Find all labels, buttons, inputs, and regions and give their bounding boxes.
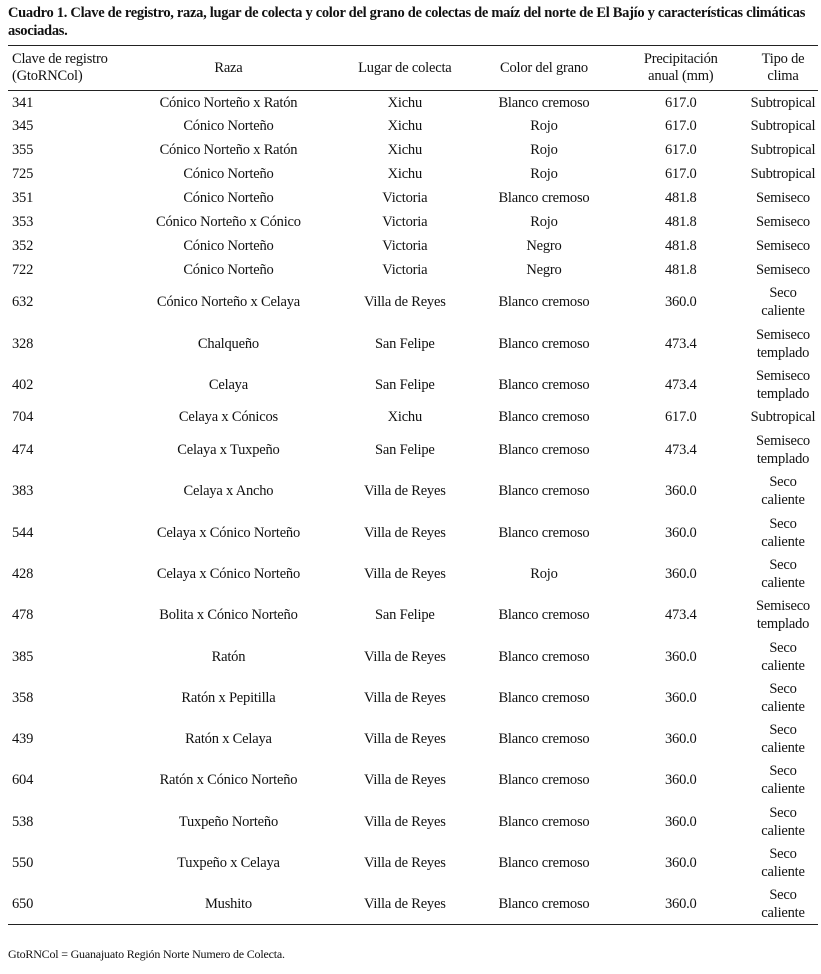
cell-precipitacion: 481.8 [664,213,697,230]
cell-clave: 351 [12,190,34,206]
cell-color: Rojo [530,142,558,159]
cell-precipitacion: 617.0 [664,166,697,183]
cell-precipitacion: 481.8 [664,190,697,206]
cell-clave: 383 [12,483,34,500]
cell-raza: Celaya x Cónico Norteño [156,524,301,541]
cell-color: Blanco cremoso [498,483,590,500]
cell-color: Negro [526,237,562,254]
cell-lugar: Villa de Reyes [363,483,446,500]
cell-color: Blanco cremoso [498,335,590,352]
cell-precipitacion: 473.4 [664,607,697,624]
cell-lugar: Villa de Reyes [363,648,446,665]
cell-clave: 352 [12,237,34,254]
cell-clima: Seco caliente [761,556,805,591]
cell-color: Blanco cremoso [498,409,590,426]
cell-color: Blanco cremoso [498,896,590,913]
cell-color: Blanco cremoso [498,855,590,872]
cell-lugar: Villa de Reyes [363,731,446,748]
cell-precipitacion: 617.0 [664,142,697,159]
cell-color: Negro [526,261,562,278]
cell-raza: Ratón [211,648,246,665]
cell-lugar: Victoria [382,261,428,278]
cell-precipitacion: 360.0 [664,855,697,872]
table-row [8,636,818,677]
table-row [8,471,818,512]
cell-precipitacion: 481.8 [664,237,697,254]
cell-raza: Cónico Norteño [183,190,274,206]
header-line: Clave de registro [12,51,108,67]
cell-raza: Celaya x Ancho [183,483,274,500]
cell-lugar: Villa de Reyes [363,855,446,872]
cell-color: Blanco cremoso [498,294,590,311]
cell-clima: Semiseco templado [756,367,810,402]
cell-clave: 355 [12,142,34,159]
cell-lugar: San Felipe [375,376,435,393]
table-row [8,282,818,323]
header-color [474,46,613,91]
table-row [8,186,818,210]
cell-clima: Subtropical [750,166,816,183]
cell-raza: Cónico Norteño x Celaya [156,294,301,311]
table-row [8,406,818,430]
cell-clima: Semiseco templado [756,433,810,468]
header-line: Tipo de [761,51,805,67]
header-precipitacion [614,46,748,91]
table-row [8,210,818,234]
cell-raza: Bolita x Cónico Norteño [159,607,298,624]
cell-precipitacion: 360.0 [664,896,697,913]
cell-lugar: Victoria [382,213,428,230]
cell-clave: 385 [12,648,34,665]
cell-raza: Chalqueño [197,335,259,352]
cell-raza: Cónico Norteño [183,237,274,254]
cell-clima: Seco caliente [761,887,805,922]
cell-clave: 328 [12,335,34,352]
cell-clave: 538 [12,813,34,830]
cell-lugar: Victoria [382,237,428,254]
cell-raza: Tuxpeño Norteño [178,813,279,830]
cell-precipitacion: 360.0 [664,565,697,582]
cell-clave: 604 [12,772,34,789]
table-row [8,677,818,718]
table-row [8,595,818,636]
header-row [8,46,818,91]
table-row [8,91,818,115]
cell-clave: 353 [12,213,34,230]
cell-raza: Cónico Norteño x Ratón [159,94,298,111]
cell-precipitacion: 473.4 [664,442,697,459]
table-row [8,323,818,364]
cell-precipitacion: 360.0 [664,648,697,665]
cell-raza: Ratón x Celaya [185,731,272,748]
cell-lugar: Xichu [387,409,423,426]
cell-precipitacion: 360.0 [664,483,697,500]
cell-color: Blanco cremoso [498,648,590,665]
cell-lugar: Villa de Reyes [363,689,446,706]
cell-precipitacion: 360.0 [664,689,697,706]
table-row [8,114,818,138]
cell-clima: Semiseco templado [756,326,810,361]
cell-clima: Subtropical [750,94,816,111]
table-row [8,234,818,258]
cell-clave: 439 [12,731,34,748]
cell-color: Blanco cremoso [498,689,590,706]
table-caption: Cuadro 1. Clave de registro, raza, lugar de colecta y color del grano de colectas de maíz del norte de El Bajío y características climáticas asociadas. [8,5,806,39]
cell-clima: Subtropical [750,118,816,135]
cell-precipitacion: 360.0 [664,772,697,789]
cell-lugar: Villa de Reyes [363,896,446,913]
cell-color: Blanco cremoso [498,442,590,459]
table-row [8,512,818,553]
table-row [8,718,818,759]
cell-raza: Cónico Norteño [183,261,274,278]
cell-clima: Seco caliente [761,846,805,881]
cell-clave: 341 [12,94,34,111]
cell-lugar: Villa de Reyes [363,813,446,830]
table-row [8,138,818,162]
cell-precipitacion: 360.0 [664,524,697,541]
header-line: Raza [214,59,243,76]
cell-clave: 725 [12,166,34,183]
cell-clima: Subtropical [750,409,816,426]
cell-clave: 428 [12,565,34,582]
cell-precipitacion: 481.8 [664,261,697,278]
cell-color: Blanco cremoso [498,772,590,789]
cell-raza: Ratón x Pepitilla [181,689,276,706]
cell-precipitacion: 617.0 [664,94,697,111]
cell-clima: Semiseco [756,213,810,230]
cell-clave: 474 [12,442,34,459]
cell-color: Rojo [530,565,558,582]
cell-precipitacion: 360.0 [664,731,697,748]
header-lugar [335,46,474,91]
cell-color: Rojo [530,213,558,230]
cell-clave: 358 [12,689,34,706]
cell-clima: Semiseco templado [756,598,810,633]
cell-clima: Seco caliente [761,763,805,798]
cell-clave: 704 [12,409,34,426]
cell-raza: Cónico Norteño x Ratón [159,142,298,159]
table-row [8,760,818,801]
header-line: anual (mm) [648,68,714,84]
table-row [8,842,818,883]
cell-clima: Seco caliente [761,474,805,509]
cell-color: Blanco cremoso [498,94,590,111]
cell-color: Blanco cremoso [498,731,590,748]
cell-clima: Seco caliente [761,680,805,715]
cell-raza: Cónico Norteño [183,118,274,135]
cell-color: Blanco cremoso [498,607,590,624]
header-line: Color del grano [499,59,588,76]
cell-lugar: Xichu [387,142,423,159]
cell-clave: 544 [12,524,34,541]
cell-lugar: Xichu [387,94,423,111]
cell-color: Rojo [530,166,558,183]
cell-clima: Semiseco [756,190,810,206]
cell-raza: Celaya x Cónico Norteño [156,565,301,582]
footnote: GtoRNCol = Guanajuato Región Norte Numero de Colecta. [8,947,285,961]
header-raza [122,46,336,91]
cell-raza: Celaya x Cónicos [178,409,278,426]
cell-raza: Cónico Norteño x Cónico [156,213,301,230]
cell-lugar: Villa de Reyes [363,565,446,582]
cell-raza: Celaya [208,376,248,393]
cell-clima: Semiseco [756,261,810,278]
cell-raza: Cónico Norteño [183,166,274,183]
cell-lugar: San Felipe [375,442,435,459]
cell-clave: 722 [12,261,34,278]
cell-clima: Subtropical [750,142,816,159]
cell-precipitacion: 617.0 [664,409,697,426]
cell-precipitacion: 473.4 [664,376,697,393]
cell-clave: 478 [12,607,34,624]
table-row [8,364,818,405]
cell-raza: Ratón x Cónico Norteño [159,772,298,789]
table-body [8,91,818,925]
cell-clima: Semiseco [756,237,810,254]
cell-lugar: San Felipe [375,335,435,352]
cell-lugar: Victoria [382,190,428,206]
cell-precipitacion: 473.4 [664,335,697,352]
cell-raza: Mushito [204,896,252,913]
header-line: Precipitación [643,51,718,67]
cell-color: Rojo [530,118,558,135]
cell-lugar: Villa de Reyes [363,524,446,541]
cell-clima: Seco caliente [761,722,805,757]
cell-clima: Seco caliente [761,639,805,674]
cell-lugar: Villa de Reyes [363,772,446,789]
cell-clave: 345 [12,118,34,135]
cell-lugar: Xichu [387,118,423,135]
cell-color: Blanco cremoso [498,524,590,541]
cell-clima: Seco caliente [761,515,805,550]
table-row [8,801,818,842]
cell-raza: Celaya x Tuxpeño [177,442,280,459]
cell-lugar: San Felipe [375,607,435,624]
data-table [8,45,818,925]
cell-precipitacion: 360.0 [664,813,697,830]
table-row [8,258,818,282]
header-clima [748,46,818,91]
table-row [8,162,818,186]
cell-clima: Seco caliente [761,804,805,839]
cell-raza: Tuxpeño x Celaya [177,855,280,872]
table-row [8,429,818,470]
cell-lugar: Villa de Reyes [363,294,446,311]
cell-color: Blanco cremoso [498,813,590,830]
header-line: Lugar de colecta [358,59,452,76]
table-row [8,553,818,594]
cell-clima: Seco caliente [761,285,805,320]
cell-clave: 632 [12,294,34,311]
cell-clave: 402 [12,376,34,393]
cell-clave: 650 [12,896,34,913]
cell-precipitacion: 617.0 [664,118,697,135]
cell-lugar: Xichu [387,166,423,183]
cell-color: Blanco cremoso [498,376,590,393]
cell-color: Blanco cremoso [498,190,590,206]
header-clave [8,46,122,91]
header-line: clima [767,68,799,84]
cell-clave: 550 [12,855,34,872]
cell-precipitacion: 360.0 [664,294,697,311]
table-row [8,884,818,925]
header-line: (GtoRNCol) [12,68,83,84]
